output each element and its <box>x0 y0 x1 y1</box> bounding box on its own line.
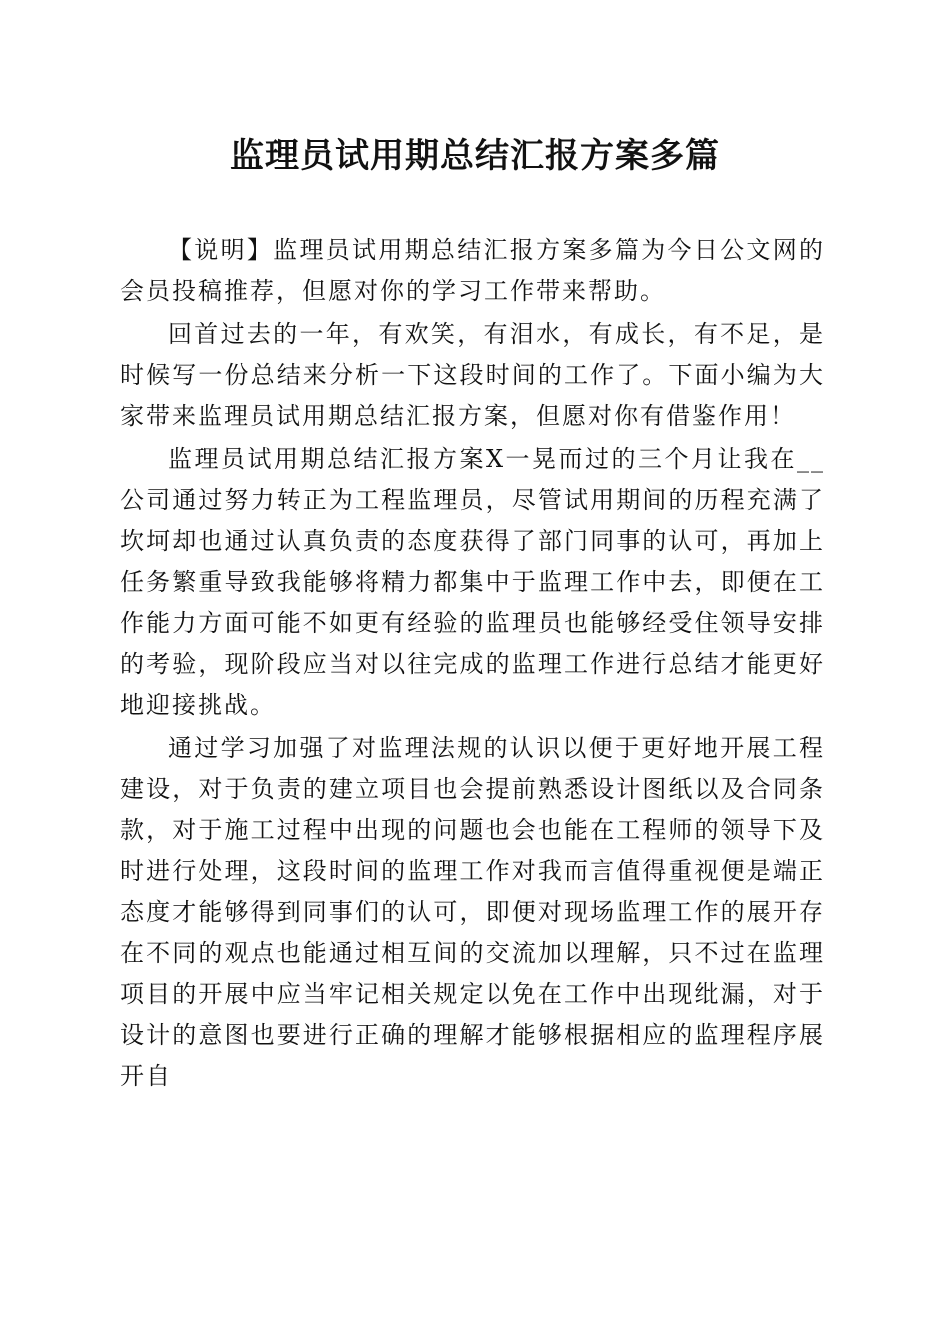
paragraph-review: 回首过去的一年，有欢笑，有泪水，有成长，有不足，是时候写一份总结来分析一下这段时间的工作了。下面小编为大家带来监理员试用期总结汇报方案，但愿对你有借鉴作用！ <box>120 320 825 430</box>
paragraph-intro: 【说明】监理员试用期总结汇报方案多篇为今日公文网的会员投稿推荐，但愿对你的学习工作带来帮助。 <box>120 236 825 305</box>
paragraph-summary: 监理员试用期总结汇报方案X一晃而过的三个月让我在__公司通过努力转正为工程监理员，尽管试用期间的历程充满了坎坷却也通过认真负责的态度获得了部门同事的认可，再加上任务繁重导致我能够将精力都集中于监理工作中去，即便在工作能力方面可能不如更有经验的监理员也能够经受住领导安排的考验，现阶段应当对以往完成的监理工作进行总结才能更好地迎接挑战。 <box>120 445 825 719</box>
paragraph-study: 通过学习加强了对监理法规的认识以便于更好地开展工程建设，对于负责的建立项目也会提前熟悉设计图纸以及合同条款，对于施工过程中出现的问题也会也能在工程师的领导下及时进行处理，这段时间的监理工作对我而言值得重视便是端正态度才能够得到同事们的认可，即便对现场监理工作的展开存在不同的观点也能通过相互间的交流加以理解，只不过在监理项目的开展中应当牢记相关规定以免在工作中出现纰漏，对于设计的意图也要进行正确的理解才能够根据相应的监理程序展开自 <box>120 734 825 1090</box>
document-body <box>120 230 825 1099</box>
document-title: 监理员试用期总结汇报方案多篇 <box>230 136 720 176</box>
